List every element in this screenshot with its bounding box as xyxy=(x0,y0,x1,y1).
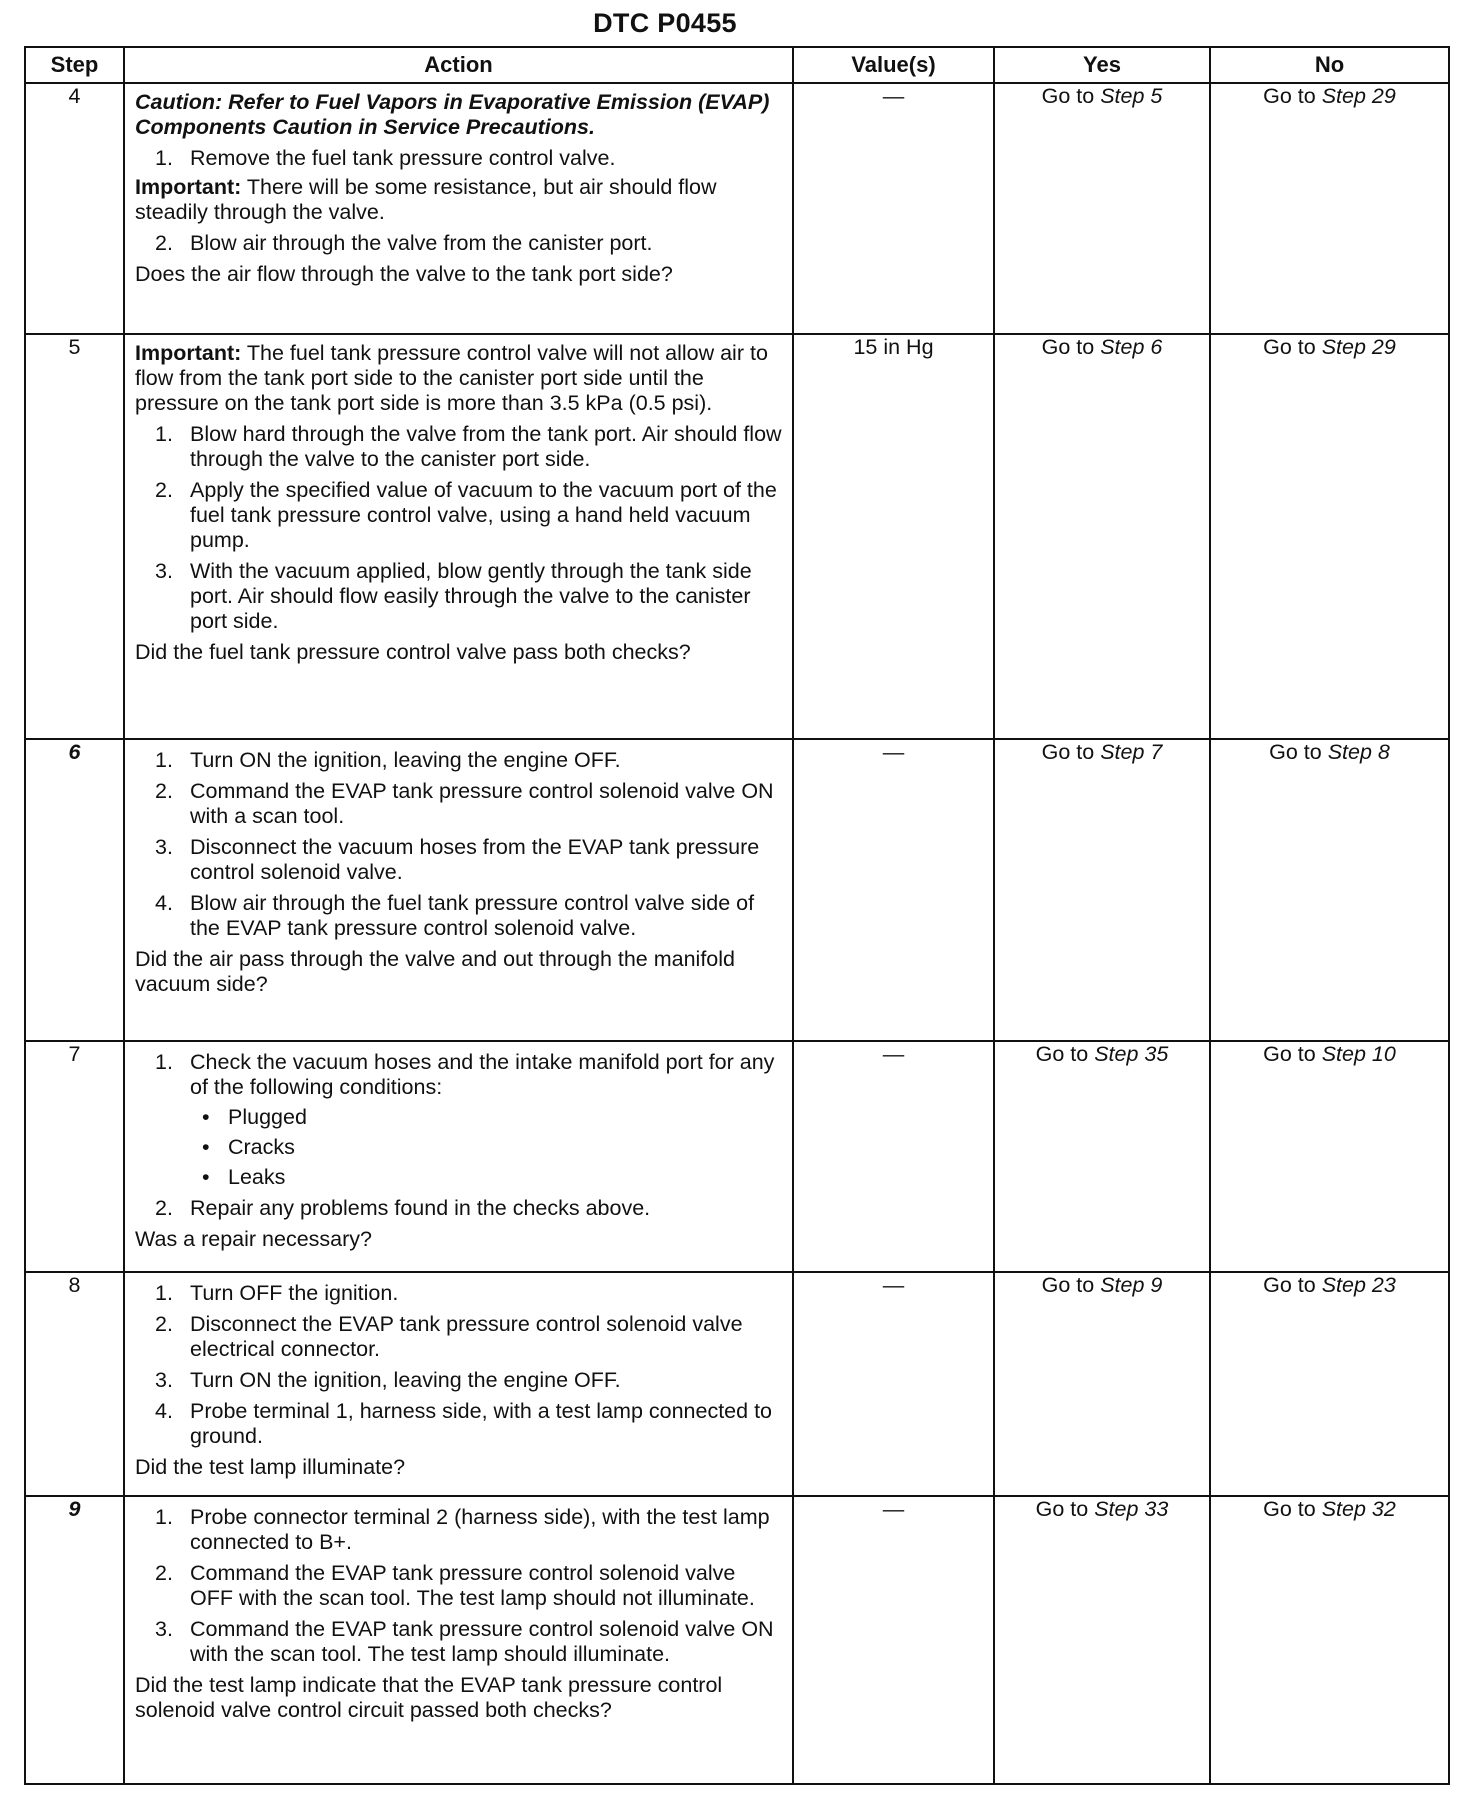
list-item: 2. Command the EVAP tank pressure control solenoid valve OFF with the scan tool. The test lamp should not illuminate. xyxy=(155,1561,755,1610)
value-cell: — xyxy=(793,1272,994,1496)
no-goto: Go to Step 29 xyxy=(1263,335,1396,359)
table-row xyxy=(25,739,1449,1041)
list-item: 4. Blow air through the fuel tank pressure control valve side of the EVAP tank pressure control solenoid valve. xyxy=(155,891,755,940)
yes-goto: Go to Step 35 xyxy=(1035,1042,1169,1066)
action-cell xyxy=(124,1041,793,1272)
list-item: 2. Command the EVAP tank pressure control solenoid valve ON with a scan tool. xyxy=(155,779,774,828)
step-number: 4 xyxy=(25,83,124,334)
step-number: 5 xyxy=(25,334,124,739)
question-text: Does the air flow through the valve to the tank port side? xyxy=(135,262,673,286)
question-text: Did the fuel tank pressure control valve pass both checks? xyxy=(135,640,691,664)
yes-cell xyxy=(994,739,1210,1041)
step-number: 7 xyxy=(25,1041,124,1272)
action-cell xyxy=(124,1272,793,1496)
question-text: Was a repair necessary? xyxy=(135,1227,372,1251)
list-item: 2. Blow air through the valve from the canister port. xyxy=(155,231,653,255)
list-item: 1. Blow hard through the valve from the tank port. Air should flow through the valve to the canister port side. xyxy=(155,422,782,471)
list-item: 3. With the vacuum applied, blow gently through the tank side port. Air should flow easily through the valve to the canister port side. xyxy=(155,559,752,633)
yes-cell xyxy=(994,1496,1210,1784)
list-item: 2. Apply the specified value of vacuum to the vacuum port of the fuel tank pressure control valve, using a hand held vacuum pump. xyxy=(155,478,777,552)
step-number: 8 xyxy=(25,1272,124,1496)
value-cell: 15 in Hg xyxy=(793,334,994,739)
diagnostic-table xyxy=(24,46,1450,1785)
header-step: Step xyxy=(25,47,124,83)
no-goto: Go to Step 8 xyxy=(1269,740,1390,764)
action-cell xyxy=(124,1496,793,1784)
table-header-row xyxy=(25,47,1449,83)
list-item: 1. Check the vacuum hoses and the intake manifold port for any of the following conditions: xyxy=(155,1050,775,1099)
bullet-item: • Leaks xyxy=(202,1165,286,1189)
list-item: 2. Disconnect the EVAP tank pressure control solenoid valve electrical connector. xyxy=(155,1312,743,1361)
value-cell: — xyxy=(793,1041,994,1272)
question-text: Did the air pass through the valve and out through the manifold vacuum side? xyxy=(135,947,735,996)
yes-goto: Go to Step 33 xyxy=(1035,1497,1169,1521)
list-item: 1. Turn ON the ignition, leaving the engine OFF. xyxy=(155,748,621,772)
no-goto: Go to Step 23 xyxy=(1263,1273,1396,1297)
yes-goto: Go to Step 7 xyxy=(1041,740,1163,764)
list-item: 1. Probe connector terminal 2 (harness side), with the test lamp connected to B+. xyxy=(155,1505,770,1554)
header-yes: Yes xyxy=(994,47,1210,83)
header-no: No xyxy=(1210,47,1449,83)
yes-cell xyxy=(994,1041,1210,1272)
important-note: Important: There will be some resistance, but air should flow steadily through the valve. xyxy=(135,175,717,224)
no-cell xyxy=(1210,1041,1449,1272)
table-row xyxy=(25,1496,1449,1784)
no-goto: Go to Step 29 xyxy=(1263,84,1396,108)
action-cell xyxy=(124,83,793,334)
action-cell xyxy=(124,334,793,739)
yes-goto: Go to Step 5 xyxy=(1041,84,1163,108)
document-title: DTC P0455 xyxy=(593,8,737,38)
bullet-item: • Plugged xyxy=(202,1105,307,1129)
table-row xyxy=(25,1272,1449,1496)
bullet-item: • Cracks xyxy=(202,1135,295,1159)
no-goto: Go to Step 32 xyxy=(1263,1497,1396,1521)
question-text: Did the test lamp indicate that the EVAP tank pressure control solenoid valve control circuit passed both checks? xyxy=(135,1673,723,1722)
no-cell xyxy=(1210,1272,1449,1496)
list-item: 3. Turn ON the ignition, leaving the engine OFF. xyxy=(155,1368,621,1392)
list-item: 3. Disconnect the vacuum hoses from the EVAP tank pressure control solenoid valve. xyxy=(155,835,760,884)
value-cell: — xyxy=(793,1496,994,1784)
action-cell xyxy=(124,739,793,1041)
yes-goto: Go to Step 9 xyxy=(1041,1273,1163,1297)
list-item: 3. Command the EVAP tank pressure control solenoid valve ON with the scan tool. The test lamp should illuminate. xyxy=(155,1617,774,1666)
no-cell xyxy=(1210,83,1449,334)
yes-goto: Go to Step 6 xyxy=(1041,335,1163,359)
list-item: 1. Remove the fuel tank pressure control valve. xyxy=(155,146,616,170)
step-number: 6 xyxy=(25,739,124,1041)
caution-text: Caution: Refer to Fuel Vapors in Evaporative Emission (EVAP) Components Caution in Service Precautions. xyxy=(135,90,770,139)
table-row xyxy=(25,83,1449,334)
header-values: Value(s) xyxy=(793,47,994,83)
yes-cell xyxy=(994,83,1210,334)
value-cell: — xyxy=(793,739,994,1041)
table-row xyxy=(25,1041,1449,1272)
value-cell: — xyxy=(793,83,994,334)
important-note: Important: The fuel tank pressure control valve will not allow air to flow from the tank port side to the canister port side until the pressure on the tank port side is more than 3.5 kPa (0.5 psi). xyxy=(135,341,768,415)
list-item: 1. Turn OFF the ignition. xyxy=(155,1281,399,1305)
question-text: Did the test lamp illuminate? xyxy=(135,1455,406,1479)
list-item: 4. Probe terminal 1, harness side, with a test lamp connected to ground. xyxy=(155,1399,773,1448)
no-goto: Go to Step 10 xyxy=(1263,1042,1396,1066)
no-cell xyxy=(1210,1496,1449,1784)
step-number: 9 xyxy=(25,1496,124,1784)
no-cell xyxy=(1210,334,1449,739)
header-action: Action xyxy=(124,47,793,83)
no-cell xyxy=(1210,739,1449,1041)
table-row xyxy=(25,334,1449,739)
yes-cell xyxy=(994,334,1210,739)
list-item: 2. Repair any problems found in the checks above. xyxy=(155,1196,651,1220)
yes-cell xyxy=(994,1272,1210,1496)
